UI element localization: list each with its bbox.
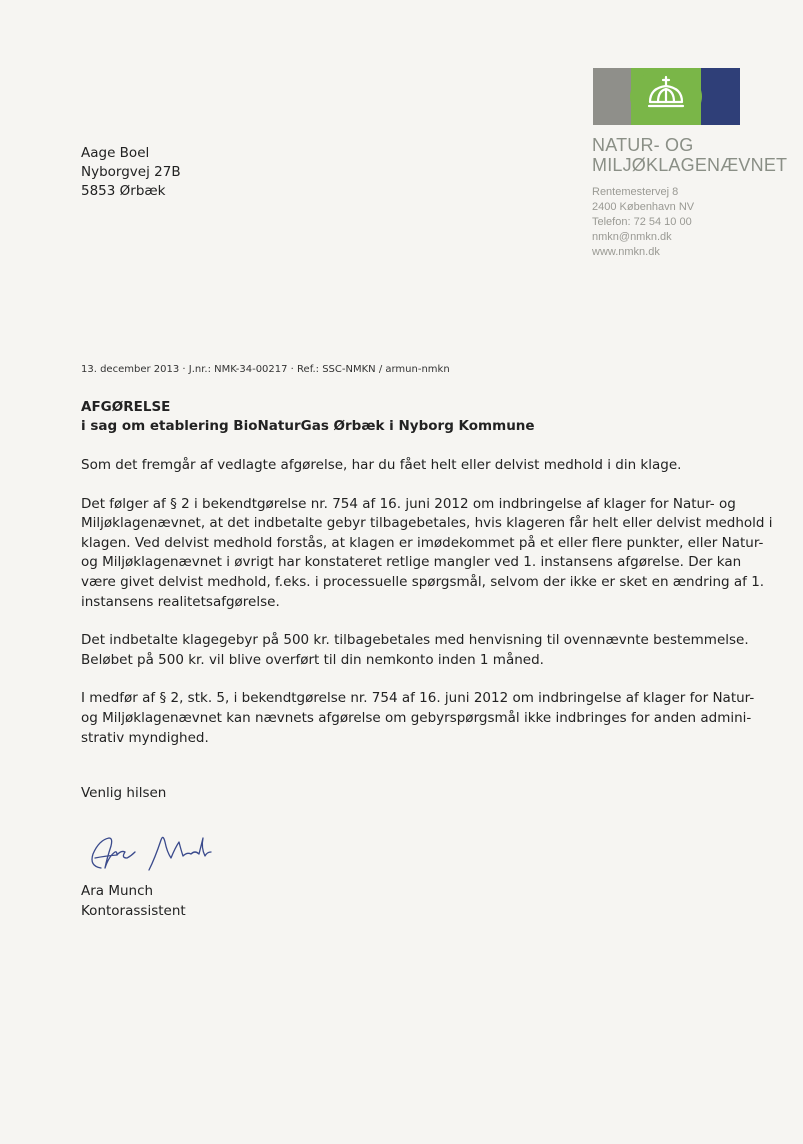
paragraph-2 [81, 495, 773, 613]
handwritten-signature [83, 828, 213, 876]
sender-phone: Telefon: 72 54 10 00 [592, 216, 692, 228]
recipient-address [81, 144, 181, 201]
text-line: instansens realitetsafgørelse. [81, 593, 280, 610]
signer-block [81, 881, 186, 921]
paragraph-1 [81, 456, 761, 476]
signer-name: Ara Munch [81, 883, 154, 899]
text-line: strativ myndighed. [81, 729, 209, 746]
recipient-name: Aage Boel [81, 145, 150, 161]
org-name-line2: MILJØKLAGENÆVNET [592, 155, 788, 175]
org-name-line1: NATUR- OG [592, 135, 694, 155]
sender-city: 2400 København NV [592, 201, 695, 213]
nmkn-logo [593, 68, 740, 125]
text-line: Beløbet på 500 kr. vil blive overført til din nemkonto inden 1 måned. [81, 651, 544, 668]
subject-heading [81, 398, 535, 436]
sender-website: www.nmkn.dk [592, 246, 660, 258]
sender-street: Rentemestervej 8 [592, 186, 679, 198]
closing-greeting: Venlig hilsen [81, 785, 167, 801]
signer-title: Kontorassistent [81, 903, 186, 919]
text-line: Det indbetalte klagegebyr på 500 kr. tilbagebetales med henvisning til ovennævnte bestemmelse. [81, 632, 749, 649]
letter-body [81, 456, 773, 767]
text-line: være givet delvist medhold, f.eks. i processuelle spørgsmål, selvom der ikke er sket en ændring af 1. [81, 573, 765, 590]
sender-contact-block [592, 185, 792, 260]
text-line: og Miljøklagenævnet i øvrigt har konstateret retlige mangler ved 1. instansens afgørelse. Der kan [81, 554, 742, 571]
recipient-street: Nyborgvej 27B [81, 164, 181, 180]
text-line: Miljøklagenævnet, at det indbetalte gebyr tilbagebetales, hvis klageren får helt eller delvist medhold i [81, 515, 773, 532]
text-line: Det følger af § 2 i bekendtgørelse nr. 754 af 16. juni 2012 om indbringelse af klager for Natur- og [81, 495, 736, 512]
subject-line: i sag om etablering BioNaturGas Ørbæk i Nyborg Kommune [81, 418, 535, 434]
paragraph-4 [81, 689, 761, 748]
subject-title: AFGØRELSE [81, 399, 171, 415]
text-line: Som det fremgår af vedlagte afgørelse, har du fået helt eller delvist medhold i din klage. [81, 457, 682, 473]
sender-email: nmkn@nmkn.dk [592, 231, 672, 243]
reference-line: 13. december 2013 · J.nr.: NMK-34-00217 · Ref.: SSC-NMKN / armun-nmkn [81, 364, 450, 375]
sender-organization [592, 135, 802, 175]
text-line: klagen. Ved delvist medhold forstås, at klagen er imødekommet på et eller flere punkter, eller Natur- [81, 534, 764, 551]
text-line: og Miljøklagenævnet kan nævnets afgørelse om gebyrspørgsmål ikke indbringes for anden admini- [81, 709, 752, 726]
text-line: I medfør af § 2, stk. 5, i bekendtgørelse nr. 754 af 16. juni 2012 om indbringelse af klager for Natur- [81, 690, 755, 707]
paragraph-3 [81, 631, 761, 670]
recipient-city: 5853 Ørbæk [81, 183, 166, 199]
